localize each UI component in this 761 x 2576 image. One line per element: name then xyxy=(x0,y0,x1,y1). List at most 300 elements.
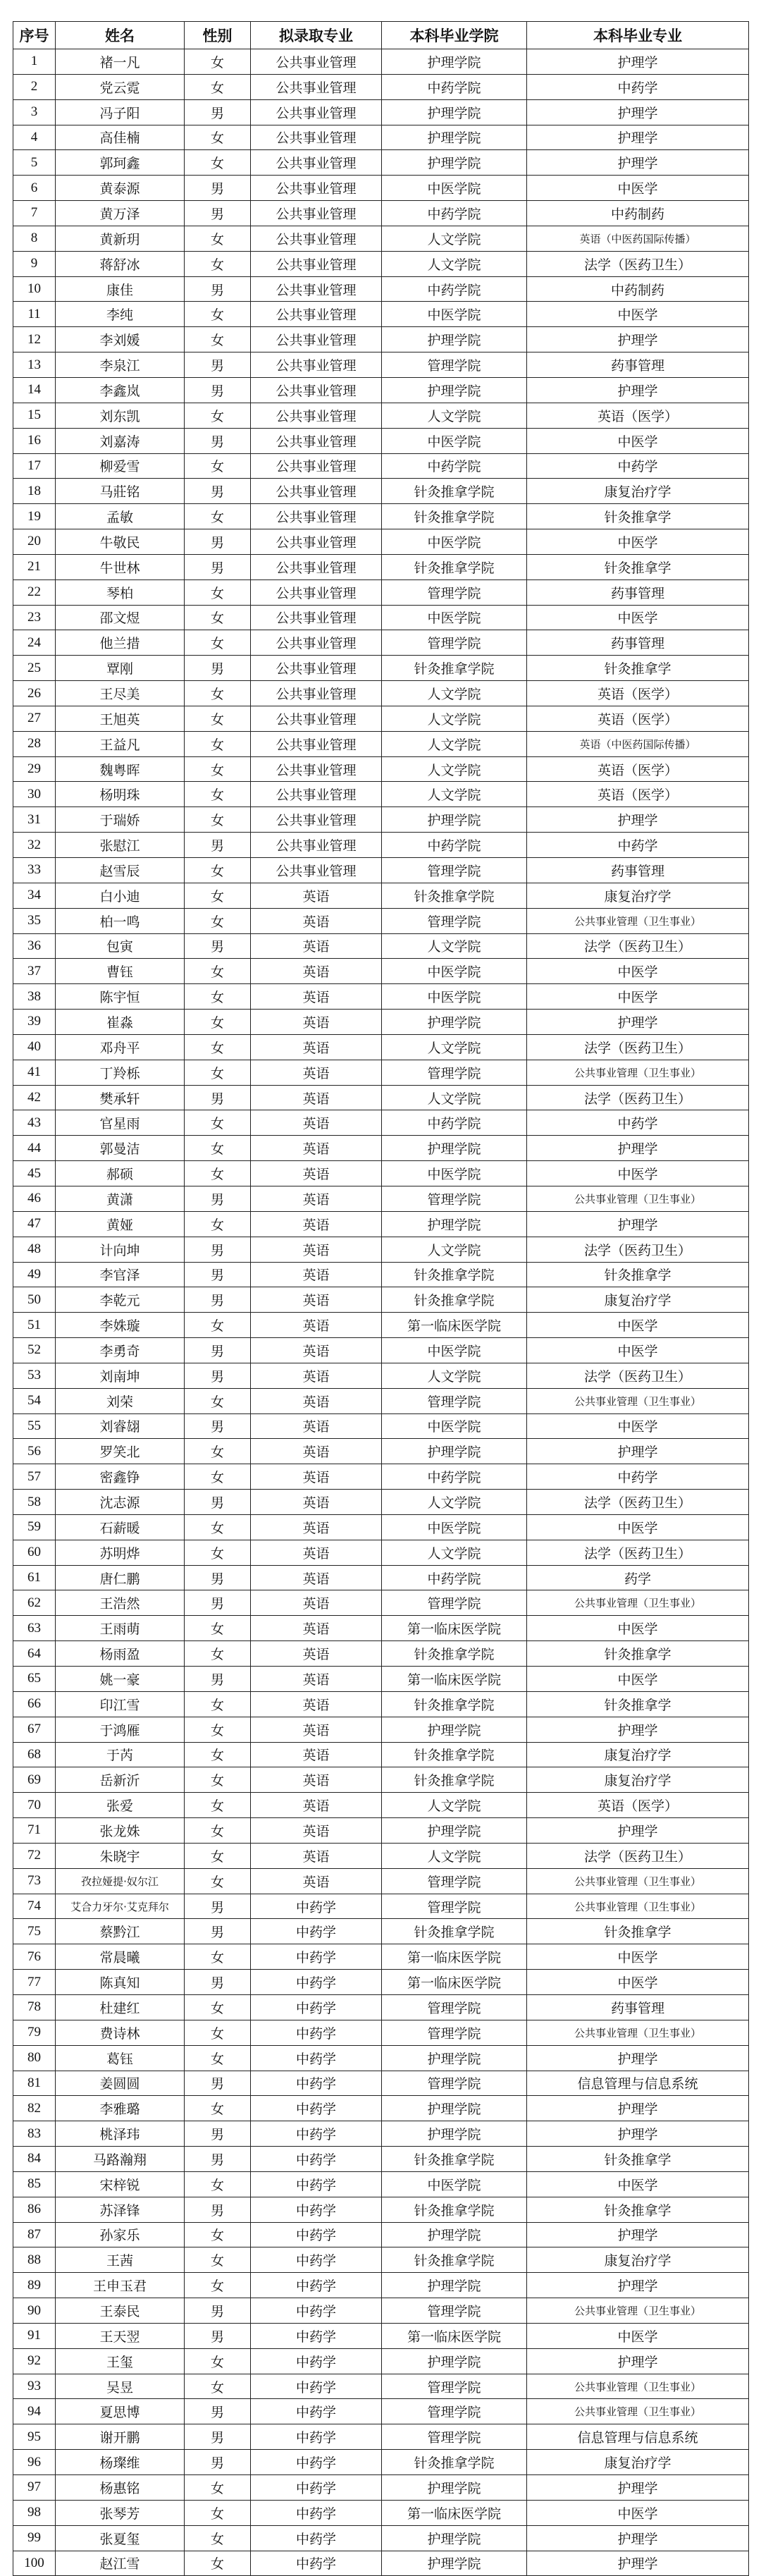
header-name: 姓名 xyxy=(56,22,185,49)
cell-gender: 女 xyxy=(185,984,251,1010)
cell-index: 53 xyxy=(13,1363,56,1388)
cell-undergrad-college: 人文学院 xyxy=(382,1843,527,1868)
table-row xyxy=(13,150,749,176)
cell-admitted-major: 公共事业管理 xyxy=(251,681,382,706)
table-row xyxy=(13,681,749,706)
cell-name: 邵文煜 xyxy=(56,605,185,630)
cell-admitted-major: 公共事业管理 xyxy=(251,706,382,731)
cell-gender: 女 xyxy=(185,1388,251,1413)
cell-admitted-major: 公共事业管理 xyxy=(251,807,382,833)
cell-undergrad-major: 英语（医学） xyxy=(527,1793,749,1818)
cell-undergrad-college: 人文学院 xyxy=(382,1540,527,1565)
cell-index: 29 xyxy=(13,756,56,782)
cell-gender: 女 xyxy=(185,1868,251,1894)
cell-gender: 女 xyxy=(185,681,251,706)
cell-gender: 女 xyxy=(185,1616,251,1641)
cell-gender: 女 xyxy=(185,453,251,479)
cell-undergrad-college: 护理学院 xyxy=(382,2096,527,2121)
cell-undergrad-college: 管理学院 xyxy=(382,1388,527,1413)
cell-undergrad-college: 管理学院 xyxy=(382,1894,527,1919)
cell-undergrad-major: 法学（医药卫生） xyxy=(527,1085,749,1110)
cell-name: 姚一豪 xyxy=(56,1667,185,1692)
cell-gender: 男 xyxy=(185,2197,251,2222)
cell-name: 李雅璐 xyxy=(56,2096,185,2121)
table-row xyxy=(13,74,749,99)
cell-name: 苏泽锋 xyxy=(56,2197,185,2222)
cell-undergrad-major: 公共事业管理（卫生事业） xyxy=(527,1060,749,1085)
cell-undergrad-major: 护理学 xyxy=(527,1211,749,1237)
cell-gender: 女 xyxy=(185,2348,251,2374)
cell-undergrad-major: 中医学 xyxy=(527,959,749,984)
cell-admitted-major: 公共事业管理 xyxy=(251,201,382,226)
cell-undergrad-major: 针灸推拿学 xyxy=(527,1919,749,1944)
cell-admitted-major: 中药学 xyxy=(251,2323,382,2348)
cell-name: 张夏玺 xyxy=(56,2525,185,2551)
table-row xyxy=(13,504,749,529)
cell-undergrad-college: 针灸推拿学院 xyxy=(382,1767,527,1793)
cell-index: 48 xyxy=(13,1237,56,1262)
cell-admitted-major: 英语 xyxy=(251,1717,382,1742)
table-row xyxy=(13,959,749,984)
table-row xyxy=(13,1034,749,1060)
cell-undergrad-college: 护理学院 xyxy=(382,327,527,352)
table-row xyxy=(13,201,749,226)
cell-gender: 女 xyxy=(185,1464,251,1490)
cell-index: 42 xyxy=(13,1085,56,1110)
cell-admitted-major: 英语 xyxy=(251,1287,382,1313)
cell-index: 75 xyxy=(13,1919,56,1944)
cell-gender: 男 xyxy=(185,1338,251,1363)
cell-admitted-major: 公共事业管理 xyxy=(251,554,382,579)
cell-undergrad-major: 中医学 xyxy=(527,302,749,327)
cell-undergrad-major: 法学（医药卫生） xyxy=(527,1843,749,1868)
cell-undergrad-major: 药事管理 xyxy=(527,858,749,883)
cell-name: 印江雪 xyxy=(56,1691,185,1717)
cell-undergrad-college: 护理学院 xyxy=(382,99,527,125)
header-gender: 性别 xyxy=(185,22,251,49)
cell-admitted-major: 英语 xyxy=(251,1363,382,1388)
cell-index: 37 xyxy=(13,959,56,984)
table-row xyxy=(13,352,749,378)
table-row xyxy=(13,1413,749,1439)
cell-undergrad-major: 康复治疗学 xyxy=(527,883,749,908)
cell-index: 98 xyxy=(13,2500,56,2525)
cell-name: 陈宇恒 xyxy=(56,984,185,1010)
cell-gender: 女 xyxy=(185,1161,251,1186)
cell-undergrad-major: 公共事业管理（卫生事业） xyxy=(527,1590,749,1616)
cell-undergrad-college: 人文学院 xyxy=(382,756,527,782)
cell-index: 54 xyxy=(13,1388,56,1413)
cell-undergrad-college: 中药学院 xyxy=(382,833,527,858)
cell-gender: 男 xyxy=(185,428,251,453)
cell-name: 姜圆圆 xyxy=(56,2071,185,2096)
table-row xyxy=(13,2247,749,2273)
table-row xyxy=(13,1161,749,1186)
cell-name: 王玺 xyxy=(56,2348,185,2374)
cell-undergrad-major: 护理学 xyxy=(527,150,749,176)
cell-name: 李姝璇 xyxy=(56,1313,185,1338)
cell-name: 王益凡 xyxy=(56,731,185,756)
cell-undergrad-major: 公共事业管理（卫生事业） xyxy=(527,908,749,933)
cell-admitted-major: 公共事业管理 xyxy=(251,656,382,681)
table-row xyxy=(13,2298,749,2324)
table-row xyxy=(13,1136,749,1161)
cell-name: 于芮 xyxy=(56,1742,185,1767)
cell-admitted-major: 英语 xyxy=(251,1136,382,1161)
cell-undergrad-college: 针灸推拿学院 xyxy=(382,656,527,681)
cell-undergrad-major: 英语（医学） xyxy=(527,403,749,428)
cell-name: 陈真知 xyxy=(56,1970,185,1995)
cell-gender: 男 xyxy=(185,2450,251,2475)
cell-name: 唐仁鹏 xyxy=(56,1565,185,1590)
cell-admitted-major: 中药学 xyxy=(251,2222,382,2247)
cell-undergrad-college: 护理学院 xyxy=(382,49,527,75)
cell-name: 刘荣 xyxy=(56,1388,185,1413)
cell-index: 76 xyxy=(13,1944,56,1970)
cell-gender: 男 xyxy=(185,352,251,378)
table-row xyxy=(13,2071,749,2096)
cell-admitted-major: 公共事业管理 xyxy=(251,251,382,276)
cell-name: 孟敏 xyxy=(56,504,185,529)
cell-index: 5 xyxy=(13,150,56,176)
table-row xyxy=(13,1767,749,1793)
cell-undergrad-college: 管理学院 xyxy=(382,1186,527,1211)
cell-index: 1 xyxy=(13,49,56,75)
cell-undergrad-major: 针灸推拿学 xyxy=(527,2197,749,2222)
cell-index: 61 xyxy=(13,1565,56,1590)
cell-admitted-major: 中药学 xyxy=(251,2247,382,2273)
cell-index: 46 xyxy=(13,1186,56,1211)
cell-gender: 男 xyxy=(185,2298,251,2324)
cell-undergrad-college: 护理学院 xyxy=(382,807,527,833)
cell-name: 张龙姝 xyxy=(56,1818,185,1844)
cell-admitted-major: 英语 xyxy=(251,1211,382,1237)
cell-index: 89 xyxy=(13,2273,56,2298)
cell-undergrad-college: 中医学院 xyxy=(382,1413,527,1439)
cell-name: 李勇奇 xyxy=(56,1338,185,1363)
table-row xyxy=(13,377,749,403)
cell-undergrad-college: 中医学院 xyxy=(382,529,527,555)
cell-gender: 女 xyxy=(185,1818,251,1844)
table-row xyxy=(13,1363,749,1388)
cell-index: 21 xyxy=(13,554,56,579)
table-row xyxy=(13,2121,749,2147)
cell-index: 14 xyxy=(13,377,56,403)
cell-name: 党云霓 xyxy=(56,74,185,99)
cell-admitted-major: 公共事业管理 xyxy=(251,833,382,858)
cell-index: 45 xyxy=(13,1161,56,1186)
cell-admitted-major: 公共事业管理 xyxy=(251,782,382,807)
table-row xyxy=(13,1388,749,1413)
table-row xyxy=(13,984,749,1010)
cell-gender: 女 xyxy=(185,731,251,756)
cell-gender: 女 xyxy=(185,2273,251,2298)
table-row xyxy=(13,833,749,858)
table-row xyxy=(13,2197,749,2222)
cell-name: 李鑫岚 xyxy=(56,377,185,403)
cell-undergrad-college: 管理学院 xyxy=(382,352,527,378)
cell-undergrad-college: 护理学院 xyxy=(382,2222,527,2247)
cell-gender: 男 xyxy=(185,2147,251,2172)
cell-index: 6 xyxy=(13,176,56,201)
header-index: 序号 xyxy=(13,22,56,49)
cell-index: 73 xyxy=(13,1868,56,1894)
cell-admitted-major: 英语 xyxy=(251,1514,382,1540)
cell-name: 葛钰 xyxy=(56,2045,185,2071)
cell-undergrad-major: 中医学 xyxy=(527,984,749,1010)
cell-admitted-major: 中药学 xyxy=(251,2399,382,2424)
cell-admitted-major: 中药学 xyxy=(251,2197,382,2222)
cell-index: 10 xyxy=(13,276,56,302)
cell-name: 刘东凯 xyxy=(56,403,185,428)
cell-gender: 男 xyxy=(185,2399,251,2424)
cell-undergrad-college: 管理学院 xyxy=(382,1060,527,1085)
cell-name: 马路瀚翔 xyxy=(56,2147,185,2172)
cell-name: 费诗林 xyxy=(56,2020,185,2045)
cell-admitted-major: 英语 xyxy=(251,1742,382,1767)
cell-undergrad-major: 针灸推拿学 xyxy=(527,1641,749,1667)
cell-undergrad-college: 人文学院 xyxy=(382,1085,527,1110)
cell-gender: 男 xyxy=(185,1363,251,1388)
table-row xyxy=(13,1010,749,1035)
cell-undergrad-major: 法学（医药卫生） xyxy=(527,1490,749,1515)
table-row xyxy=(13,2525,749,2551)
cell-undergrad-major: 公共事业管理（卫生事业） xyxy=(527,2399,749,2424)
cell-index: 91 xyxy=(13,2323,56,2348)
cell-undergrad-college: 人文学院 xyxy=(382,403,527,428)
cell-undergrad-college: 护理学院 xyxy=(382,1717,527,1742)
table-row xyxy=(13,1868,749,1894)
cell-undergrad-college: 护理学院 xyxy=(382,1010,527,1035)
cell-admitted-major: 公共事业管理 xyxy=(251,630,382,656)
cell-undergrad-college: 管理学院 xyxy=(382,2374,527,2399)
table-row xyxy=(13,1110,749,1136)
cell-index: 34 xyxy=(13,883,56,908)
header-row xyxy=(13,22,749,49)
cell-name: 李泉江 xyxy=(56,352,185,378)
cell-undergrad-major: 护理学 xyxy=(527,2121,749,2147)
table-row xyxy=(13,554,749,579)
cell-name: 常晨曦 xyxy=(56,1944,185,1970)
cell-name: 褚一凡 xyxy=(56,49,185,75)
cell-undergrad-college: 管理学院 xyxy=(382,630,527,656)
cell-index: 3 xyxy=(13,99,56,125)
cell-index: 47 xyxy=(13,1211,56,1237)
cell-undergrad-college: 针灸推拿学院 xyxy=(382,479,527,504)
cell-admitted-major: 公共事业管理 xyxy=(251,403,382,428)
cell-undergrad-college: 中医学院 xyxy=(382,428,527,453)
cell-admitted-major: 英语 xyxy=(251,984,382,1010)
cell-gender: 女 xyxy=(185,605,251,630)
table-row xyxy=(13,1944,749,1970)
cell-name: 李官泽 xyxy=(56,1262,185,1287)
cell-gender: 女 xyxy=(185,2525,251,2551)
cell-undergrad-major: 公共事业管理（卫生事业） xyxy=(527,2298,749,2324)
cell-index: 8 xyxy=(13,226,56,251)
cell-undergrad-major: 中药学 xyxy=(527,453,749,479)
cell-undergrad-major: 英语（中医药国际传播） xyxy=(527,226,749,251)
cell-undergrad-college: 护理学院 xyxy=(382,2525,527,2551)
cell-gender: 女 xyxy=(185,1944,251,1970)
cell-undergrad-college: 人文学院 xyxy=(382,731,527,756)
cell-admitted-major: 中药学 xyxy=(251,2298,382,2324)
cell-index: 72 xyxy=(13,1843,56,1868)
cell-index: 18 xyxy=(13,479,56,504)
cell-index: 74 xyxy=(13,1894,56,1919)
cell-admitted-major: 公共事业管理 xyxy=(251,529,382,555)
cell-undergrad-major: 康复治疗学 xyxy=(527,1742,749,1767)
cell-name: 王雨萌 xyxy=(56,1616,185,1641)
cell-undergrad-college: 中医学院 xyxy=(382,2171,527,2197)
cell-admitted-major: 英语 xyxy=(251,908,382,933)
cell-admitted-major: 中药学 xyxy=(251,2348,382,2374)
cell-undergrad-major: 中医学 xyxy=(527,1313,749,1338)
table-row xyxy=(13,479,749,504)
cell-gender: 女 xyxy=(185,579,251,605)
cell-name: 他兰措 xyxy=(56,630,185,656)
table-row xyxy=(13,1338,749,1363)
cell-index: 12 xyxy=(13,327,56,352)
cell-admitted-major: 中药学 xyxy=(251,2171,382,2197)
table-row xyxy=(13,605,749,630)
cell-gender: 女 xyxy=(185,504,251,529)
cell-admitted-major: 英语 xyxy=(251,1388,382,1413)
cell-admitted-major: 中药学 xyxy=(251,2500,382,2525)
cell-undergrad-college: 管理学院 xyxy=(382,2424,527,2450)
cell-admitted-major: 英语 xyxy=(251,1590,382,1616)
cell-index: 22 xyxy=(13,579,56,605)
admission-list-table xyxy=(13,21,749,2576)
cell-undergrad-major: 英语（医学） xyxy=(527,782,749,807)
cell-gender: 女 xyxy=(185,1540,251,1565)
table-row xyxy=(13,883,749,908)
cell-index: 44 xyxy=(13,1136,56,1161)
cell-name: 曹钰 xyxy=(56,959,185,984)
cell-gender: 女 xyxy=(185,1034,251,1060)
cell-index: 63 xyxy=(13,1616,56,1641)
cell-undergrad-college: 护理学院 xyxy=(382,2045,527,2071)
cell-undergrad-major: 护理学 xyxy=(527,807,749,833)
cell-admitted-major: 中药学 xyxy=(251,2096,382,2121)
cell-admitted-major: 公共事业管理 xyxy=(251,504,382,529)
cell-name: 郭曼洁 xyxy=(56,1136,185,1161)
cell-name: 张慰江 xyxy=(56,833,185,858)
cell-index: 17 xyxy=(13,453,56,479)
cell-undergrad-college: 中药学院 xyxy=(382,453,527,479)
cell-undergrad-college: 中医学院 xyxy=(382,176,527,201)
table-row xyxy=(13,2475,749,2501)
cell-name: 王茜 xyxy=(56,2247,185,2273)
cell-gender: 女 xyxy=(185,2222,251,2247)
table-row xyxy=(13,579,749,605)
cell-undergrad-major: 护理学 xyxy=(527,1010,749,1035)
cell-admitted-major: 中药学 xyxy=(251,2147,382,2172)
cell-admitted-major: 中药学 xyxy=(251,2450,382,2475)
cell-gender: 女 xyxy=(185,959,251,984)
cell-undergrad-college: 中药学院 xyxy=(382,74,527,99)
cell-name: 康佳 xyxy=(56,276,185,302)
cell-undergrad-college: 人文学院 xyxy=(382,226,527,251)
cell-gender: 男 xyxy=(185,1919,251,1944)
cell-undergrad-major: 法学（医药卫生） xyxy=(527,933,749,959)
cell-undergrad-major: 公共事业管理（卫生事业） xyxy=(527,1388,749,1413)
cell-undergrad-college: 针灸推拿学院 xyxy=(382,1287,527,1313)
cell-name: 黄潇 xyxy=(56,1186,185,1211)
cell-undergrad-major: 护理学 xyxy=(527,125,749,150)
cell-gender: 女 xyxy=(185,1136,251,1161)
table-header xyxy=(13,22,749,49)
cell-undergrad-major: 中医学 xyxy=(527,428,749,453)
cell-undergrad-college: 第一临床医学院 xyxy=(382,1667,527,1692)
cell-undergrad-major: 法学（医药卫生） xyxy=(527,1363,749,1388)
cell-name: 于瑞娇 xyxy=(56,807,185,833)
cell-name: 桃泽玮 xyxy=(56,2121,185,2147)
cell-undergrad-major: 法学（医药卫生） xyxy=(527,1540,749,1565)
cell-gender: 女 xyxy=(185,1641,251,1667)
cell-undergrad-college: 第一临床医学院 xyxy=(382,2323,527,2348)
cell-index: 25 xyxy=(13,656,56,681)
cell-gender: 女 xyxy=(185,1717,251,1742)
table-row xyxy=(13,731,749,756)
table-row xyxy=(13,1793,749,1818)
cell-undergrad-major: 公共事业管理（卫生事业） xyxy=(527,2374,749,2399)
cell-undergrad-college: 护理学院 xyxy=(382,2475,527,2501)
cell-admitted-major: 英语 xyxy=(251,933,382,959)
table-row xyxy=(13,2500,749,2525)
cell-admitted-major: 中药学 xyxy=(251,1944,382,1970)
cell-gender: 男 xyxy=(185,176,251,201)
cell-undergrad-college: 护理学院 xyxy=(382,2348,527,2374)
cell-gender: 女 xyxy=(185,1691,251,1717)
cell-name: 黄泰源 xyxy=(56,176,185,201)
cell-name: 牛敬民 xyxy=(56,529,185,555)
table-row xyxy=(13,276,749,302)
cell-admitted-major: 公共事业管理 xyxy=(251,731,382,756)
cell-undergrad-college: 针灸推拿学院 xyxy=(382,2450,527,2475)
cell-admitted-major: 英语 xyxy=(251,1767,382,1793)
cell-name: 密鑫铮 xyxy=(56,1464,185,1490)
cell-name: 张琴芳 xyxy=(56,2500,185,2525)
cell-undergrad-major: 中医学 xyxy=(527,2323,749,2348)
cell-index: 36 xyxy=(13,933,56,959)
cell-undergrad-major: 信息管理与信息系统 xyxy=(527,2071,749,2096)
cell-undergrad-college: 中药学院 xyxy=(382,1464,527,1490)
cell-gender: 男 xyxy=(185,276,251,302)
cell-undergrad-major: 药事管理 xyxy=(527,352,749,378)
cell-name: 蔡黔江 xyxy=(56,1919,185,1944)
cell-admitted-major: 中药学 xyxy=(251,2374,382,2399)
cell-admitted-major: 英语 xyxy=(251,1161,382,1186)
cell-undergrad-college: 人文学院 xyxy=(382,706,527,731)
cell-gender: 女 xyxy=(185,2171,251,2197)
cell-name: 赵江雪 xyxy=(56,2551,185,2576)
cell-index: 85 xyxy=(13,2171,56,2197)
cell-undergrad-major: 针灸推拿学 xyxy=(527,1262,749,1287)
cell-gender: 男 xyxy=(185,1565,251,1590)
cell-gender: 女 xyxy=(185,1793,251,1818)
cell-undergrad-major: 中医学 xyxy=(527,2171,749,2197)
cell-undergrad-college: 管理学院 xyxy=(382,858,527,883)
cell-undergrad-college: 管理学院 xyxy=(382,1994,527,2020)
cell-undergrad-college: 中医学院 xyxy=(382,984,527,1010)
cell-admitted-major: 公共事业管理 xyxy=(251,74,382,99)
cell-admitted-major: 英语 xyxy=(251,1464,382,1490)
cell-undergrad-major: 中药学 xyxy=(527,1464,749,1490)
cell-index: 99 xyxy=(13,2525,56,2551)
cell-name: 牛世林 xyxy=(56,554,185,579)
cell-admitted-major: 公共事业管理 xyxy=(251,352,382,378)
cell-undergrad-college: 管理学院 xyxy=(382,2399,527,2424)
